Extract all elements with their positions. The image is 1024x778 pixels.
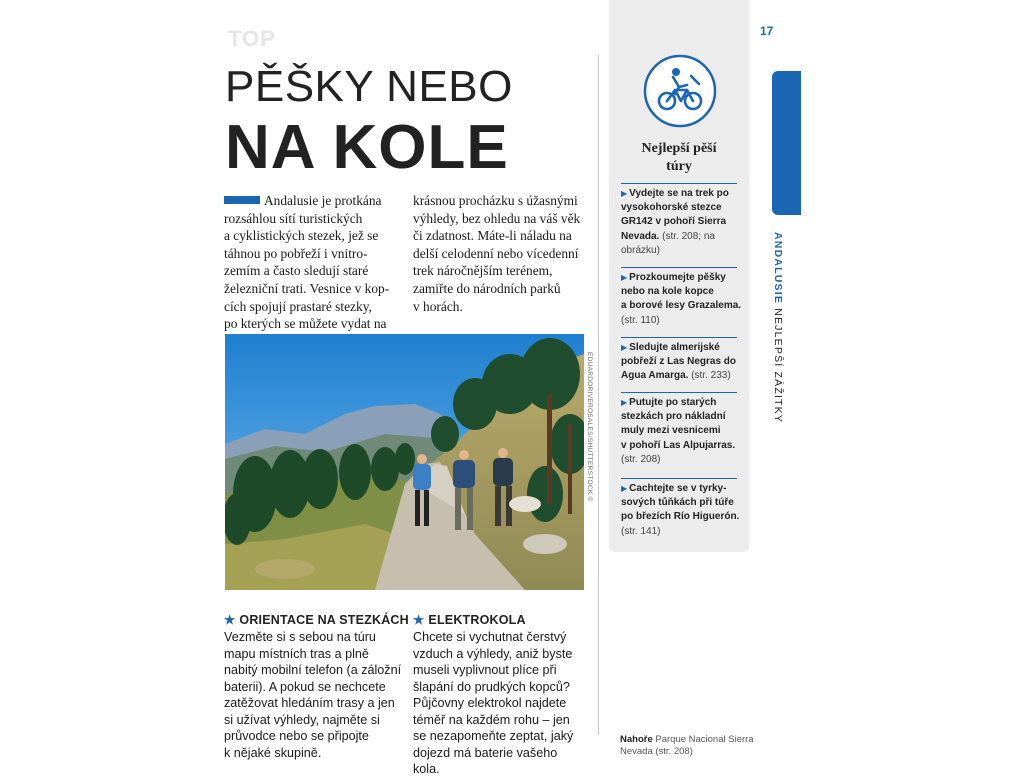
intro-line: v horách. <box>413 298 463 314</box>
body-line: zatěžovat hledáním trasy a jen <box>224 696 395 710</box>
body-line: dojezd má baterie vašeho <box>413 745 558 760</box>
star-icon: ★ <box>413 613 425 627</box>
orientation-body <box>224 629 401 761</box>
intro-line: a cyklistických stezek, jež se <box>224 228 379 244</box>
photo-credit: EDUARDORIVEROSALES/SHUTTERSTOCK © <box>586 352 593 502</box>
sidebar-title: Nejlepší pěší túry <box>641 141 717 174</box>
body-line: téměř na každém rohu – jen <box>413 712 570 727</box>
hiker-bike-icon <box>643 54 717 128</box>
intro-line: trek náročnějším terénem, <box>413 263 553 279</box>
page-number: 17 <box>760 24 774 38</box>
arrow-icon: ▶ <box>621 484 628 493</box>
intro-column-2 <box>413 192 593 315</box>
item-divider <box>621 183 737 184</box>
sidebar-list-item: ▶ Vydejte se na trek po vysokohorské stezce GR142 v pohoří Sierra Nevada. (str. 208; na obrázku) <box>621 183 737 258</box>
body-line: se nezapomeňte zeptat, jaký <box>413 729 574 743</box>
column-divider <box>598 55 599 735</box>
chapter-tab <box>772 71 801 215</box>
page-title-line1: PĚŠKY NEBO <box>225 62 513 111</box>
star-icon: ★ <box>224 613 236 627</box>
body-line: Půjčovny elektrokol najdete <box>413 696 567 710</box>
body-line: si užívat výhledy, najměte si <box>224 712 380 727</box>
intro-column-1 <box>224 192 404 333</box>
intro-line: cích spojují prastaré stezky, <box>224 298 372 314</box>
body-line: k nějaké skupině. <box>224 745 322 760</box>
intro-line: či zdatnost. Máte-li náladu na <box>413 228 572 244</box>
ebike-body <box>413 629 573 778</box>
photo-caption: Nahoře Parque Nacional Sierra Nevada (str. 208) <box>620 734 754 757</box>
body-line: Vezměte si s sebou na túru <box>224 630 376 644</box>
sidebar-list-item: ▶ Sledujte almerijské pobřeží z Las Negras do Agua Amarga. (str. 233) <box>621 337 737 384</box>
intro-line: výhledy, bez ohledu na váš věk <box>413 210 581 226</box>
body-line: museli vyplivnout plíce při <box>413 663 557 677</box>
arrow-icon: ▶ <box>621 189 628 198</box>
chapter-label: ANDALUSIE NEJLEPŠÍ ZÁŽITKY <box>772 232 784 424</box>
body-line: baterii). A pokud se nechcete <box>224 679 386 694</box>
arrow-icon: ▶ <box>621 398 628 407</box>
body-line: šlapání do prudkých kopců? <box>413 679 570 694</box>
intro-line: zamiřte do národních parků <box>413 280 561 296</box>
intro-line: železniční trati. Vesnice v kop- <box>224 280 390 296</box>
intro-line: po kterých se můžete vydat na <box>224 316 387 332</box>
arrow-icon: ▶ <box>621 273 628 282</box>
orientation-heading: ★ ORIENTACE NA STEZKÁCH <box>224 613 409 627</box>
sidebar-list-item: ▶ Prozkoumejte pěšky nebo na kole kopce a borové lesy Grazalema. (str. 110) <box>621 267 737 328</box>
intro-line: Andalusie je protkána <box>224 192 404 210</box>
hikers-photo <box>225 334 584 590</box>
sidebar-list-item: ▶ Putujte po starých stezkách pro nákladní muly mezi vesnicemi v pohoří Las Alpujarras. (str. 208) <box>621 392 737 467</box>
item-divider <box>621 267 737 268</box>
section-mark: TOP <box>228 26 276 51</box>
body-line: Chcete si vychutnat čerstvý <box>413 630 567 644</box>
intro-line: táhnou po pobřeží i vnitro- <box>224 245 368 261</box>
ebike-heading: ★ ELEKTROKOLA <box>413 613 526 627</box>
body-line: vzduch a výhledy, aniž byste <box>413 646 573 661</box>
body-line: nabitý mobilní telefon (a záložní <box>224 663 402 677</box>
intro-line: rozsáhlou sítí turistických <box>224 210 363 226</box>
body-line: průvodce nebo se připojte <box>224 729 369 743</box>
intro-line: krásnou procházku s úžasnými <box>413 193 578 208</box>
item-divider <box>621 478 737 479</box>
intro-accent-bar <box>224 196 260 204</box>
item-divider <box>621 392 737 393</box>
body-line: mapu místních tras a plně <box>224 646 369 661</box>
arrow-icon: ▶ <box>621 343 628 352</box>
body-line: kola. <box>413 762 440 776</box>
sidebar-list-item: ▶ Cachtejte se v tyrky- sových tůňkách při túře po březích Río Higuerón. (str. 141) <box>621 478 737 539</box>
page-title-line2: NA KOLE <box>225 113 509 182</box>
intro-line: delší celodenní nebo vícedenní <box>413 245 579 261</box>
item-divider <box>621 337 737 338</box>
intro-line: zemím a často sledují staré <box>224 263 369 279</box>
